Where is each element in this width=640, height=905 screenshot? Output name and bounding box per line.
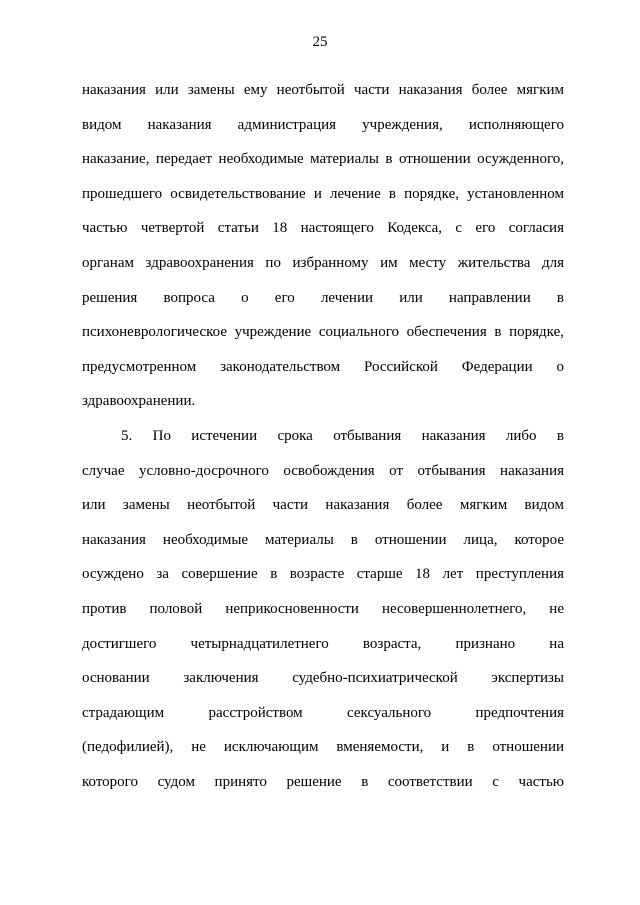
text-line: достигшего четырнадцатилетнего возраста, признано на bbox=[82, 635, 564, 652]
text-line: осуждено за совершение в возрасте старше 18 лет преступления bbox=[82, 566, 564, 583]
page-number: 25 bbox=[312, 34, 328, 50]
text-line: видом наказания администрация учреждения, исполняющего bbox=[82, 116, 564, 133]
text-line: основании заключения судебно-психиатрической экспертизы bbox=[82, 670, 564, 687]
text-line: которого судом принято решение в соответствии с частью bbox=[82, 773, 564, 790]
text-line: или замены неотбытой части наказания более мягким видом bbox=[82, 497, 564, 514]
paragraph-2 bbox=[82, 426, 564, 807]
text-line: психоневрологическое учреждение социального обеспечения в порядке, bbox=[82, 324, 564, 341]
text-line: наказание, передает необходимые материалы в отношении осужденного, bbox=[82, 151, 564, 168]
text-line: наказания необходимые материалы в отношении лица, которое bbox=[82, 531, 564, 548]
text-line: наказания или замены ему неотбытой части наказания более мягким bbox=[82, 82, 564, 98]
text-line: решения вопроса о его лечении или направлении в bbox=[82, 289, 564, 306]
text-line-first: 5. По истечении срока отбывания наказания либо в bbox=[121, 427, 564, 444]
paragraph-1 bbox=[82, 80, 564, 426]
text-line: частью четвертой статьи 18 настоящего Кодекса, с его согласия bbox=[82, 220, 564, 237]
text-line: предусмотренном законодательством Российской Федерации о bbox=[82, 358, 564, 375]
document-body bbox=[82, 80, 564, 806]
text-line: случае условно-досрочного освобождения от отбывания наказания bbox=[82, 462, 564, 479]
text-line: прошедшего освидетельствование и лечение в порядке, установленном bbox=[82, 185, 564, 202]
text-line: органам здравоохранения по избранному им месту жительства для bbox=[82, 254, 564, 271]
text-line: страдающим расстройством сексуального предпочтения bbox=[82, 704, 564, 721]
text-line-last: здравоохранении. bbox=[82, 393, 196, 410]
text-line: против половой неприкосновенности несовершеннолетнего, не bbox=[82, 600, 564, 617]
text-line: (педофилией), не исключающим вменяемости, и в отношении bbox=[82, 739, 564, 756]
